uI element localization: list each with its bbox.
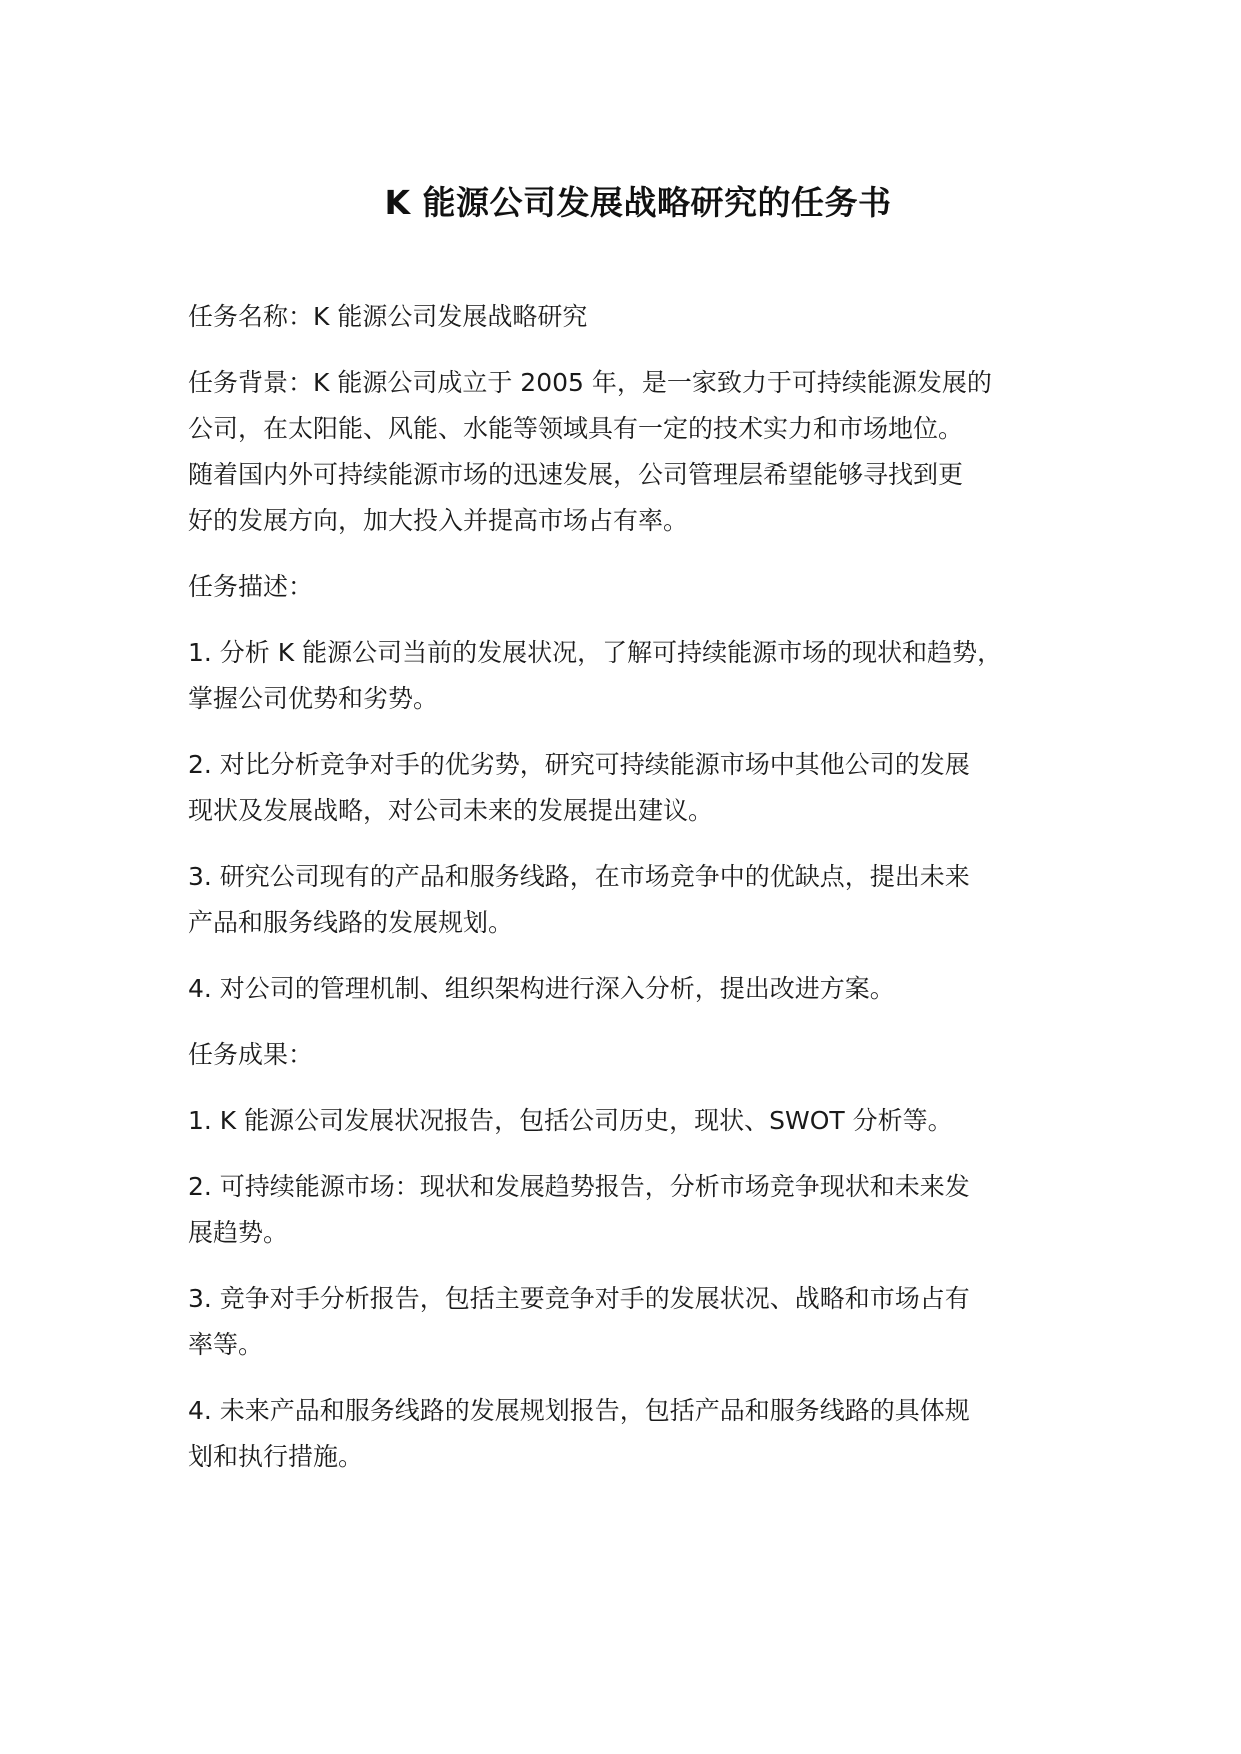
document-title: K 能源公司发展战略研究的任务书	[384, 183, 892, 222]
background-line-1: 任务背景：K 能源公司成立于 2005 年，是一家致力于可持续能源发展的	[188, 368, 992, 397]
results-item-3-line-1: 3. 竞争对手分析报告，包括主要竞争对手的发展状况、战略和市场占有	[188, 1284, 970, 1313]
task-name: 任务名称：K 能源公司发展战略研究	[188, 302, 588, 331]
description-item-4-line-1: 4. 对公司的管理机制、组织架构进行深入分析，提出改进方案。	[188, 974, 895, 1003]
results-item-2	[188, 1164, 1088, 1256]
task-background	[188, 360, 1088, 544]
description-item-1-line-1: 1. 分析 K 能源公司当前的发展状况，了解可持续能源市场的现状和趋势，	[188, 638, 1003, 667]
description-item-2-line-1: 2. 对比分析竞争对手的优劣势，研究可持续能源市场中其他公司的发展	[188, 750, 970, 779]
document-body	[188, 294, 1088, 1500]
results-item-1	[188, 1098, 1088, 1144]
description-item-2-line-2: 现状及发展战略，对公司未来的发展提出建议。	[188, 796, 714, 825]
description-item-3-line-1: 3. 研究公司现有的产品和服务线路，在市场竞争中的优缺点，提出未来	[188, 862, 970, 891]
results-item-1-line-1: 1. K 能源公司发展状况报告，包括公司历史，现状、SWOT 分析等。	[188, 1106, 953, 1135]
description-item-1-line-2: 掌握公司优势和劣势。	[188, 684, 439, 713]
description-item-2	[188, 742, 1088, 834]
description-item-1	[188, 630, 1088, 722]
results-item-4-line-2: 划和执行措施。	[188, 1442, 364, 1471]
results-item-4-line-1: 4. 未来产品和服务线路的发展规划报告，包括产品和服务线路的具体规	[188, 1396, 970, 1425]
results-item-3-line-2: 率等。	[188, 1330, 264, 1359]
background-line-2: 公司，在太阳能、风能、水能等领域具有一定的技术实力和市场地位。	[188, 414, 964, 443]
results-item-3	[188, 1276, 1088, 1368]
description-item-3	[188, 854, 1088, 946]
results-heading: 任务成果：	[188, 1040, 314, 1069]
background-line-3: 随着国内外可持续能源市场的迅速发展，公司管理层希望能够寻找到更	[188, 460, 964, 489]
results-item-2-line-2: 展趋势。	[188, 1218, 289, 1247]
description-item-3-line-2: 产品和服务线路的发展规划。	[188, 908, 514, 937]
description-heading: 任务描述：	[188, 572, 314, 601]
background-line-4: 好的发展方向，加大投入并提高市场占有率。	[188, 506, 689, 535]
results-item-4	[188, 1388, 1088, 1480]
description-item-4	[188, 966, 1088, 1012]
results-item-2-line-1: 2. 可持续能源市场：现状和发展趋势报告，分析市场竞争现状和未来发	[188, 1172, 970, 1201]
